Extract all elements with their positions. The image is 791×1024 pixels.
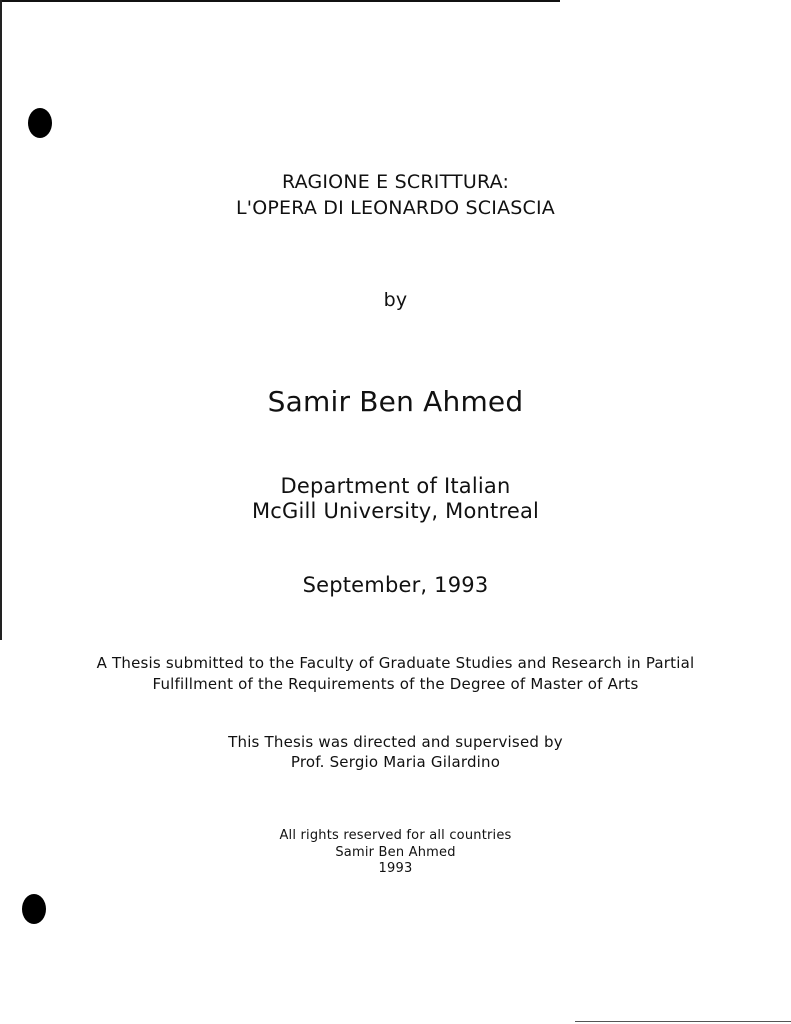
supervision-statement: This Thesis was directed and supervised by [228,733,563,751]
punch-hole-top [28,108,52,138]
department: Department of Italian [280,474,511,498]
scan-edge-left [0,0,2,640]
thesis-title-line-2: L'OPERA DI LEONARDO SCIASCIA [235,197,555,219]
rights-holder: Samir Ben Ahmed [335,845,456,860]
submission-date: September, 1993 [302,573,489,597]
scan-edge-top [0,0,560,2]
thesis-title-line-1: RAGIONE E SCRITTURA: [281,171,510,193]
punch-hole-bottom [22,894,46,924]
supervisor-name: Prof. Sergio Maria Gilardino [290,753,501,771]
submission-statement-line-2: Fulfillment of the Requirements of the Degree of Master of Arts [152,675,639,693]
university: McGill University, Montreal [251,499,540,523]
submission-statement-line-1: A Thesis submitted to the Faculty of Graduate Studies and Research in Partial [96,654,695,672]
scan-edge-bottom [575,1021,791,1022]
by-label: by [383,289,408,311]
rights-statement: All rights reserved for all countries [279,828,512,843]
rights-year: 1993 [378,861,413,876]
author-name: Samir Ben Ahmed [267,385,524,418]
